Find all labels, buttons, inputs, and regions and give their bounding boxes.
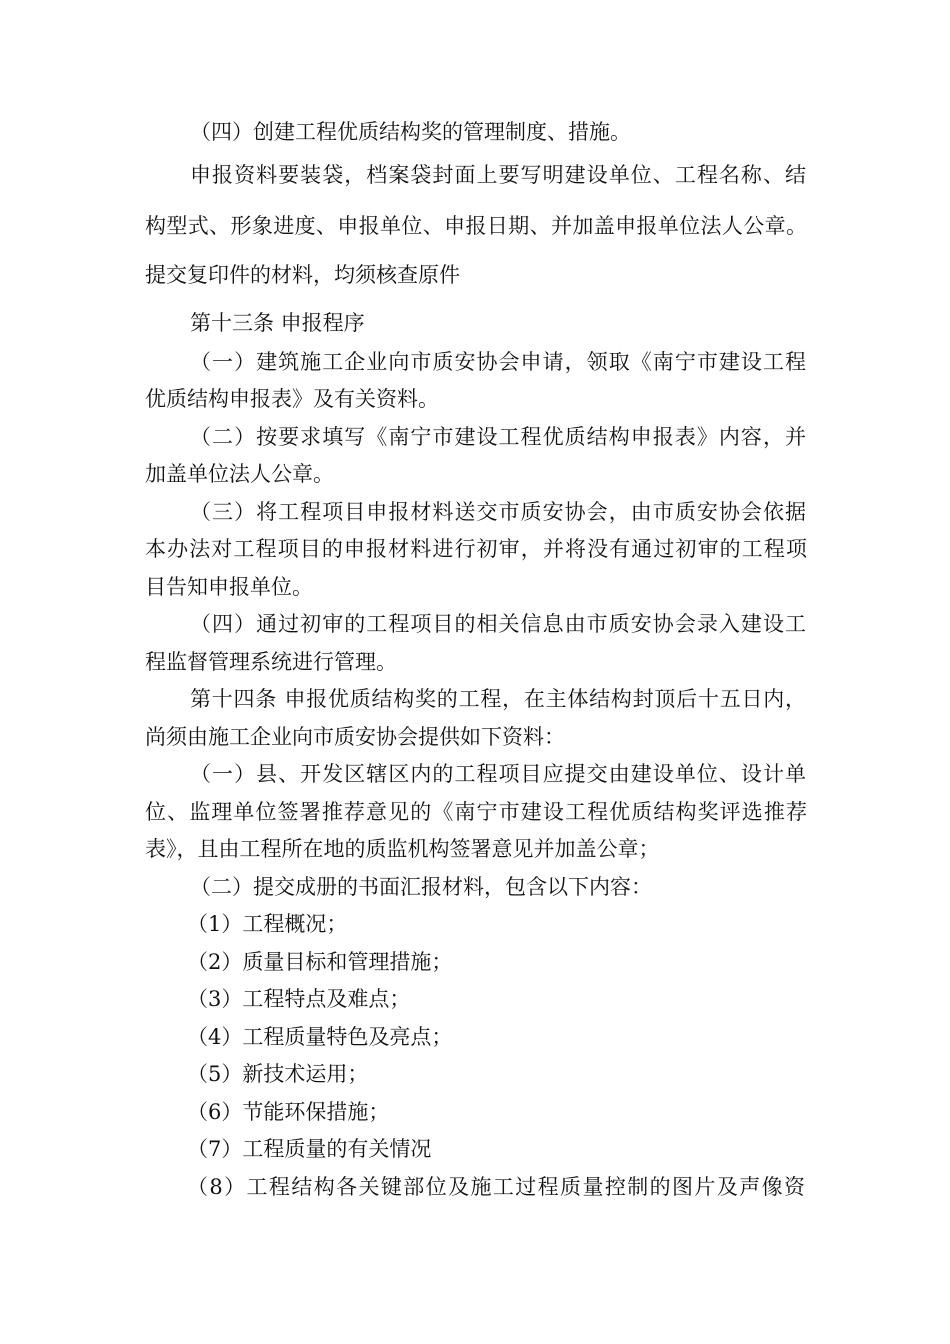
list-item: （2）质量目标和管理措施； — [187, 950, 453, 974]
list-item: （4）工程质量特色及亮点； — [187, 1025, 453, 1049]
paragraph-line: 申报资料要装袋，档案袋封面上要写明建设单位、工程名称、结 — [190, 163, 806, 187]
article-heading: 第十四条 申报优质结构奖的工程，在主体结构封顶后十五日内， — [190, 687, 806, 711]
paragraph-line: 程监督管理系统进行管理。 — [145, 650, 397, 674]
paragraph-line: （二）提交成册的书面汇报材料，包含以下内容： — [190, 875, 652, 899]
list-item: （8）工程结构各关键部位及施工过程质量控制的图片及声像资 — [187, 1175, 805, 1199]
paragraph-line: 位、监理单位签署推荐意见的《南宁市建设工程优质结构奖评选推荐 — [145, 800, 807, 824]
list-item: （1）工程概况； — [187, 912, 348, 936]
article-heading: 第十三条 申报程序 — [190, 311, 365, 335]
paragraph-line: 构型式、形象进度、申报单位、申报日期、并加盖申报单位法人公章。 — [145, 214, 807, 238]
list-item: （5）新技术运用； — [187, 1062, 369, 1086]
paragraph-line: （一）建筑施工企业向市质安协会申请，领取《南宁市建设工程 — [190, 350, 806, 374]
paragraph-line: 提交复印件的材料，均须核查原件 — [145, 263, 460, 287]
paragraph-line: 本办法对工程项目的申报材料进行初审，并将没有通过初审的工程项 — [145, 537, 807, 561]
paragraph-line: 尚须由施工企业向市质安协会提供如下资料： — [145, 725, 565, 749]
paragraph-line: （一）县、开发区辖区内的工程项目应提交由建设单位、设计单 — [190, 762, 806, 786]
paragraph-line: 表》，且由工程所在地的质监机构签署意见并加盖公章； — [145, 837, 660, 861]
paragraph-line: 加盖单位法人公章。 — [145, 462, 334, 486]
paragraph-line: （四）创建工程优质结构奖的管理制度、措施。 — [190, 120, 631, 144]
paragraph-line: 优质结构申报表》及有关资料。 — [145, 387, 439, 411]
paragraph-line: （三）将工程项目申报材料送交市质安协会，由市质安协会依据 — [190, 500, 806, 524]
paragraph-line: （二）按要求填写《南宁市建设工程优质结构申报表》内容，并 — [190, 425, 806, 449]
paragraph-line: （四）通过初审的工程项目的相关信息由市质安协会录入建设工 — [190, 612, 806, 636]
paragraph-line: 目告知申报单位。 — [145, 575, 313, 599]
list-item: （7）工程质量的有关情况 — [187, 1137, 432, 1161]
list-item: （3）工程特点及难点； — [187, 987, 411, 1011]
list-item: （6）节能环保措施； — [187, 1100, 390, 1124]
